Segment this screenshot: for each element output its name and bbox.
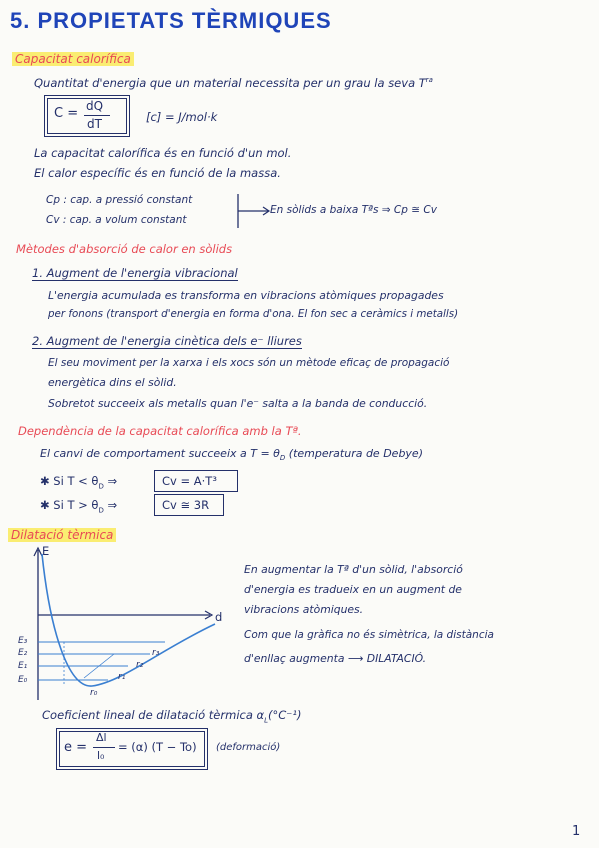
cp-definition: Cp : cap. a pressió constant	[46, 194, 193, 206]
method-2-line2: energètica dins el sòlid.	[48, 376, 177, 389]
graph-ylabel: E	[42, 544, 50, 558]
method-2-line1: El seu moviment per la xarxa i els xocs són un mètode eficaç de propagació	[48, 357, 450, 369]
dilatacio-text-3: vibracions atòmiques.	[244, 603, 364, 616]
calor-especific-note: El calor específic és en funció de la massa.	[34, 166, 281, 180]
section-heading-metodes: Mètodes d'absorció de calor en sòlids	[16, 242, 233, 256]
deformation-rhs: = (α) (T − To)	[118, 740, 197, 754]
capacitat-definition: Quantitat d'energia que un material necessita per un grau la seva $T^{ra}$	[34, 76, 433, 90]
point-r1: r₁	[118, 672, 126, 682]
point-r3: r₃	[152, 648, 160, 658]
level-e0: E₀	[18, 675, 28, 685]
graph-xlabel: d	[215, 610, 223, 624]
dilatacio-text-4: Com que la gràfica no és simètrica, la distància	[244, 629, 494, 641]
case-low-temp: ✱ Si $T < \theta_D$ ⇒	[40, 474, 118, 491]
method-1-line1: L'energia acumulada es transforma en vibracions atòmiques propagades	[48, 289, 444, 302]
method-2-line3: Sobretot succeeix als metalls quan l'e⁻ salta a la banda de conducció.	[48, 397, 428, 410]
section-heading-capacitat: Capacitat calorífica	[12, 52, 134, 66]
brace-note: En sòlids a baixa Tªs ⇒ Cp ≅ Cv	[270, 204, 437, 216]
dilatacio-text-5: d'enllaç augmenta ⟶ DILATACIÓ.	[244, 652, 427, 665]
method-1-line2: per fonons (transport d'energia en forma d'ona. El fon sec a ceràmics i metalls)	[48, 308, 459, 320]
level-e1: E₁	[18, 661, 28, 671]
cv-definition: Cv : cap. a volum constant	[46, 214, 187, 226]
page-number: 1	[572, 824, 581, 839]
capacitat-mol-note: La capacitat calorífica és en funció d'un mol.	[34, 146, 292, 160]
method-2-title: 2. Augment de l'energia cinètica dels e⁻ lliures	[32, 334, 302, 348]
coef-dilatacio-line: Coeficient lineal de dilatació tèrmica $\alpha_L(^\circ C^{-1})$	[42, 708, 302, 725]
section-heading-dependencia: Dependència de la capacitat calorífica amb la Tª.	[18, 424, 302, 438]
dilatacio-text-2: d'energia es tradueix en un augment de	[244, 583, 462, 596]
formula-dt: dT	[87, 117, 102, 131]
deformation-fraction-bar	[93, 747, 115, 748]
deformation-dl: Δl	[96, 731, 107, 744]
formula-c-lhs: C =	[54, 106, 79, 121]
level-e2: E₂	[18, 648, 28, 658]
deformation-lhs: e =	[64, 740, 88, 755]
brace-arrow	[234, 192, 274, 232]
cv-low-temp-formula: Cv = A·T³	[162, 474, 217, 488]
method-1-title: 1. Augment de l'energia vibracional	[32, 266, 238, 280]
page-title: 5. PROPIETATS TÈRMIQUES	[10, 8, 332, 33]
point-r2: r₂	[136, 660, 144, 670]
deformation-l0: l₀	[97, 749, 105, 762]
fraction-bar	[84, 115, 110, 116]
section-heading-dilatacio: Dilatació tèrmica	[8, 528, 116, 542]
dilatacio-text-1: En augmentar la Tª d'un sòlid, l'absorció	[244, 563, 463, 576]
capacity-units: [c] = J/mol·k	[146, 110, 218, 124]
point-r0: r₀	[90, 688, 98, 698]
cv-high-temp-formula: Cv ≅ 3R	[162, 498, 210, 512]
formula-dq: dQ	[86, 99, 104, 113]
case-high-temp: ✱ Si $T > \theta_D$ ⇒	[40, 498, 118, 515]
level-e3: E₃	[18, 636, 28, 646]
debye-line: El canvi de comportament succeeix a $T = \theta_D$ (temperatura de Debye)	[40, 447, 423, 463]
deformation-note: (deformació)	[216, 742, 281, 753]
